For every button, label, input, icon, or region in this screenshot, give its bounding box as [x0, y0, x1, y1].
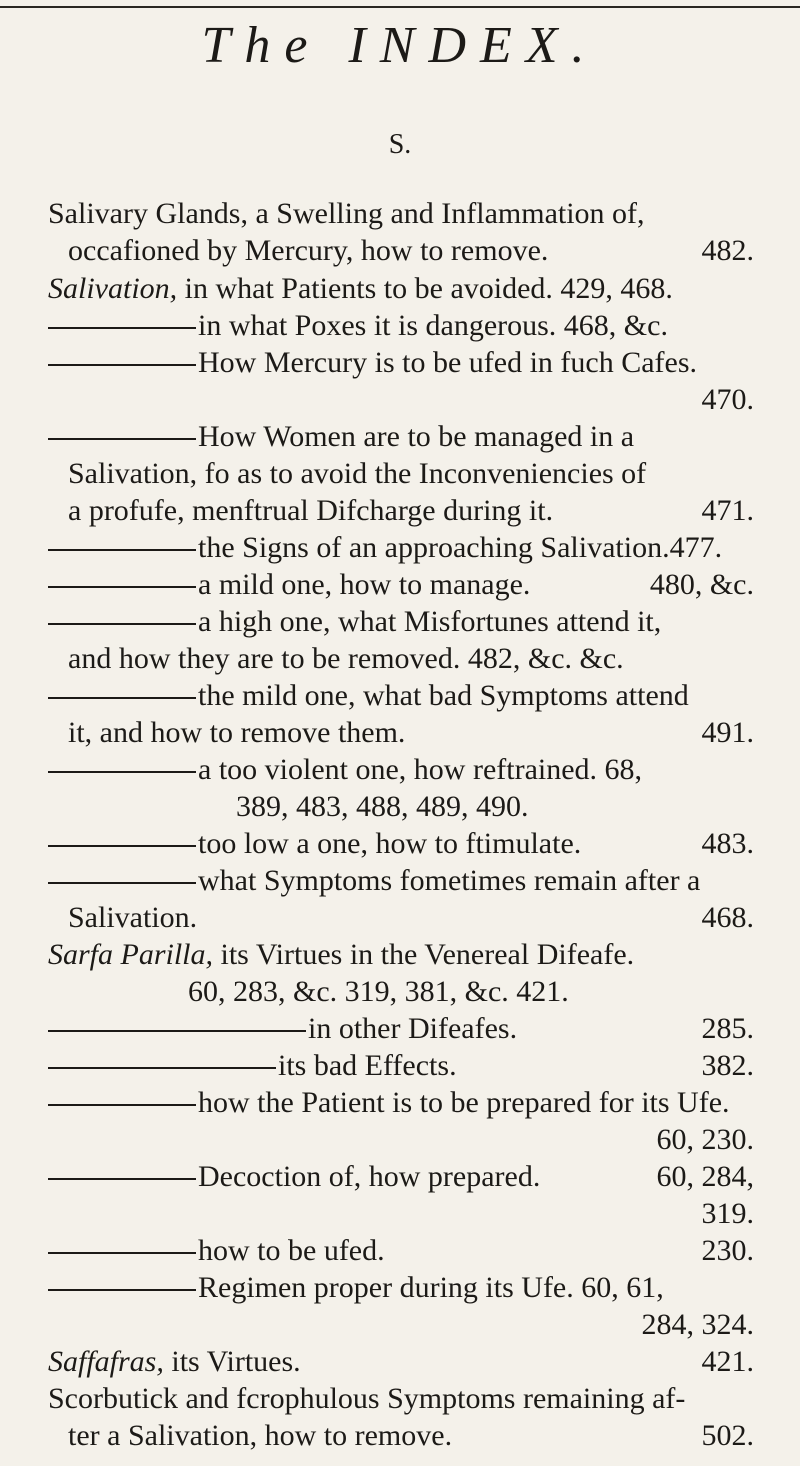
- index-subentry: [48, 529, 722, 566]
- entry-heading: Saffafras,: [48, 1345, 164, 1378]
- index-entry: Scorbutick and fcrophulous Symptoms remaining af-: [48, 1382, 686, 1415]
- index-subentry: [48, 862, 700, 899]
- index-subentry: [48, 1269, 664, 1306]
- page-ref: 483.: [701, 827, 754, 860]
- page-ref: 471.: [701, 494, 754, 527]
- running-head: The INDEX.: [201, 17, 599, 74]
- index-entry: [48, 1343, 301, 1380]
- entry-text: How Mercury is to be ufed in fuch Cafes.: [198, 346, 698, 379]
- index-entry-continuation: and how they are to be removed. 482, &c. &c.: [68, 642, 624, 675]
- entry-text: in what Patients to be avoided. 429, 468.: [177, 272, 673, 305]
- index-subentry: [48, 751, 642, 788]
- entry-text: its Virtues.: [163, 1345, 301, 1378]
- section-letter: S.: [388, 129, 412, 160]
- index-subentry: [48, 603, 661, 640]
- index-entry: Salivary Glands, a Swelling and Inflammation of,: [48, 197, 645, 230]
- ditto-dash: [48, 364, 196, 366]
- page-ref: 60, 284,: [656, 1160, 754, 1193]
- page-ref: 382.: [701, 1049, 754, 1082]
- index-entry: [48, 936, 634, 973]
- index-entry-continuation: Salivation, fo as to avoid the Inconveniencies of: [68, 457, 647, 490]
- index-entry: [48, 270, 673, 307]
- ditto-dash: [48, 882, 196, 884]
- page-ref: 482.: [701, 234, 754, 267]
- page-ref: 470.: [701, 383, 754, 416]
- entry-text: what Symptoms fometimes remain after a: [198, 864, 701, 897]
- index-entry-continuation: ter a Salivation, how to remove.: [68, 1419, 453, 1452]
- entry-text: the mild one, what bad Symptoms attend: [198, 679, 689, 712]
- ditto-dash: [48, 845, 196, 847]
- index-subentry: [48, 344, 697, 381]
- entry-text: Decoction of, how prepared.: [198, 1160, 541, 1193]
- page-ref: 480, &c.: [649, 568, 754, 601]
- index-subentry: [48, 418, 634, 455]
- ditto-dash: [48, 438, 196, 440]
- ditto-dash: [48, 1178, 196, 1180]
- entry-heading: Salivation,: [48, 272, 178, 305]
- ditto-dash: [48, 1289, 196, 1291]
- page-ref: 319.: [701, 1197, 754, 1230]
- index-entry-continuation: Salivation.: [68, 901, 198, 934]
- entry-text: how to be ufed.: [198, 1234, 385, 1267]
- entry-text: in other Difeafes.: [308, 1012, 518, 1045]
- entry-text: how the Patient is to be prepared for its Ufe.: [198, 1086, 730, 1119]
- index-subentry: [48, 307, 668, 344]
- page-ref: 230.: [701, 1234, 754, 1267]
- entry-text: in what Poxes it is dangerous. 468, &c.: [198, 309, 668, 342]
- ditto-dash: [48, 1067, 276, 1069]
- index-subentry: [48, 677, 689, 714]
- entry-text: the Signs of an approaching Salivation.477.: [198, 531, 723, 564]
- index-subentry: [48, 1047, 457, 1084]
- page-ref-continuation: 389, 483, 488, 489, 490.: [236, 790, 529, 823]
- index-subentry: [48, 566, 530, 603]
- entry-text: a too violent one, how reftrained. 68,: [198, 753, 643, 786]
- page-ref: 284, 324.: [641, 1308, 754, 1341]
- entry-text: a mild one, how to manage.: [198, 568, 531, 601]
- ditto-dash: [48, 623, 196, 625]
- index-subentry: [48, 825, 581, 862]
- page-ref: 491.: [701, 716, 754, 749]
- index-subentry: [48, 1010, 517, 1047]
- page-ref: 421.: [701, 1345, 754, 1378]
- entry-text: Regimen proper during its Ufe. 60, 61,: [198, 1271, 664, 1304]
- index-subentry: [48, 1084, 730, 1121]
- entry-text: How Women are to be managed in a: [198, 420, 635, 453]
- index-entry-continuation: it, and how to remove them.: [68, 716, 406, 749]
- ditto-dash: [48, 549, 196, 551]
- ditto-dash: [48, 327, 196, 329]
- page-ref-continuation: 60, 283, &c. 319, 381, &c. 421.: [188, 975, 569, 1008]
- index-subentry: [48, 1158, 540, 1195]
- page-ref: 60, 230.: [656, 1123, 754, 1156]
- page-ref: 468.: [701, 901, 754, 934]
- index-entry-continuation: occafioned by Mercury, how to remove.: [68, 234, 549, 267]
- ditto-dash: [48, 586, 196, 588]
- ditto-dash: [48, 697, 196, 699]
- entry-text: its bad Effects.: [278, 1049, 457, 1082]
- index-entry-continuation: a profufe, menftrual Difcharge during it.: [68, 494, 554, 527]
- index-subentry: [48, 1232, 385, 1269]
- page-ref: 502.: [701, 1419, 754, 1452]
- ditto-dash: [48, 771, 196, 773]
- entry-text: too low a one, how to ftimulate.: [198, 827, 582, 860]
- top-rule: [0, 0, 800, 8]
- entry-heading: Sarfa Parilla,: [48, 938, 214, 971]
- entry-text: a high one, what Misfortunes attend it,: [198, 605, 662, 638]
- entry-text: its Virtues in the Venereal Difeafe.: [213, 938, 635, 971]
- page-ref: 285.: [701, 1012, 754, 1045]
- ditto-dash: [48, 1030, 306, 1032]
- ditto-dash: [48, 1104, 196, 1106]
- ditto-dash: [48, 1252, 196, 1254]
